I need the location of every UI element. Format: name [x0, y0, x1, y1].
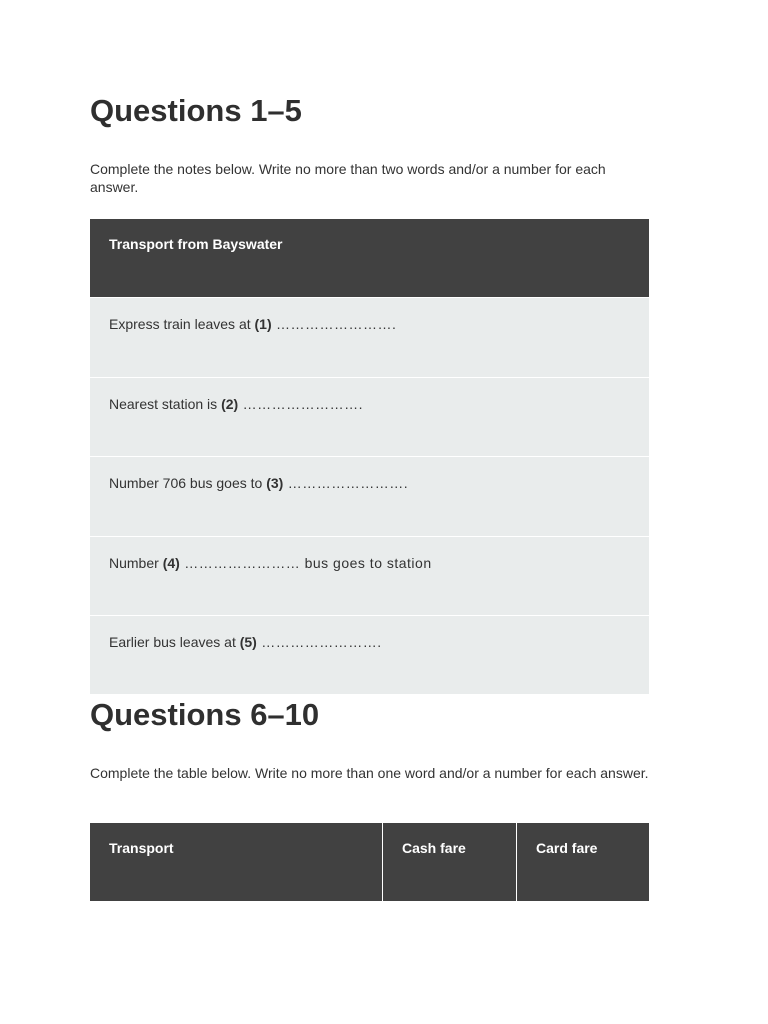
question-number: (4): [162, 555, 180, 571]
answer-blank: …………………….: [271, 316, 397, 332]
question-number: (2): [221, 396, 239, 412]
section1-instructions: Complete the notes below. Write no more than two words and/or a number for each answer.: [90, 161, 606, 195]
answer-blank: …………………….: [283, 475, 409, 491]
note-row-1: [90, 297, 649, 377]
note-text: Nearest station is: [109, 396, 222, 412]
note-text: Number 706 bus goes to: [109, 475, 267, 491]
note-text: Express train leaves at: [109, 316, 255, 332]
notes-table-header-label: Transport from Bayswater: [109, 236, 283, 252]
question-number: (5): [239, 634, 257, 650]
section2-title: Questions 6–10: [90, 697, 320, 732]
note-row-3: [90, 456, 649, 536]
column-header-card-fare: Card fare: [516, 823, 649, 901]
note-row-4: [90, 536, 649, 615]
question-number: (1): [254, 316, 272, 332]
section2-instructions: Complete the table below. Write no more than one word and/or a number for each answer.: [90, 765, 649, 781]
answer-blank: …………………… bus goes to station: [179, 555, 432, 571]
answer-blank: …………………….: [238, 396, 363, 412]
column-header-transport: Transport: [90, 823, 382, 901]
note-text: Number: [109, 555, 163, 571]
note-text: Earlier bus leaves at: [109, 634, 240, 650]
fares-table-header: [90, 823, 649, 901]
notes-table: [90, 219, 649, 694]
note-row-2: [90, 377, 649, 456]
notes-table-header: [90, 219, 649, 297]
section1-title: Questions 1–5: [90, 93, 302, 128]
note-row-5: [90, 615, 649, 694]
column-header-cash-fare: Cash fare: [382, 823, 516, 901]
answer-blank: …………………….: [256, 634, 382, 650]
question-number: (3): [266, 475, 284, 491]
